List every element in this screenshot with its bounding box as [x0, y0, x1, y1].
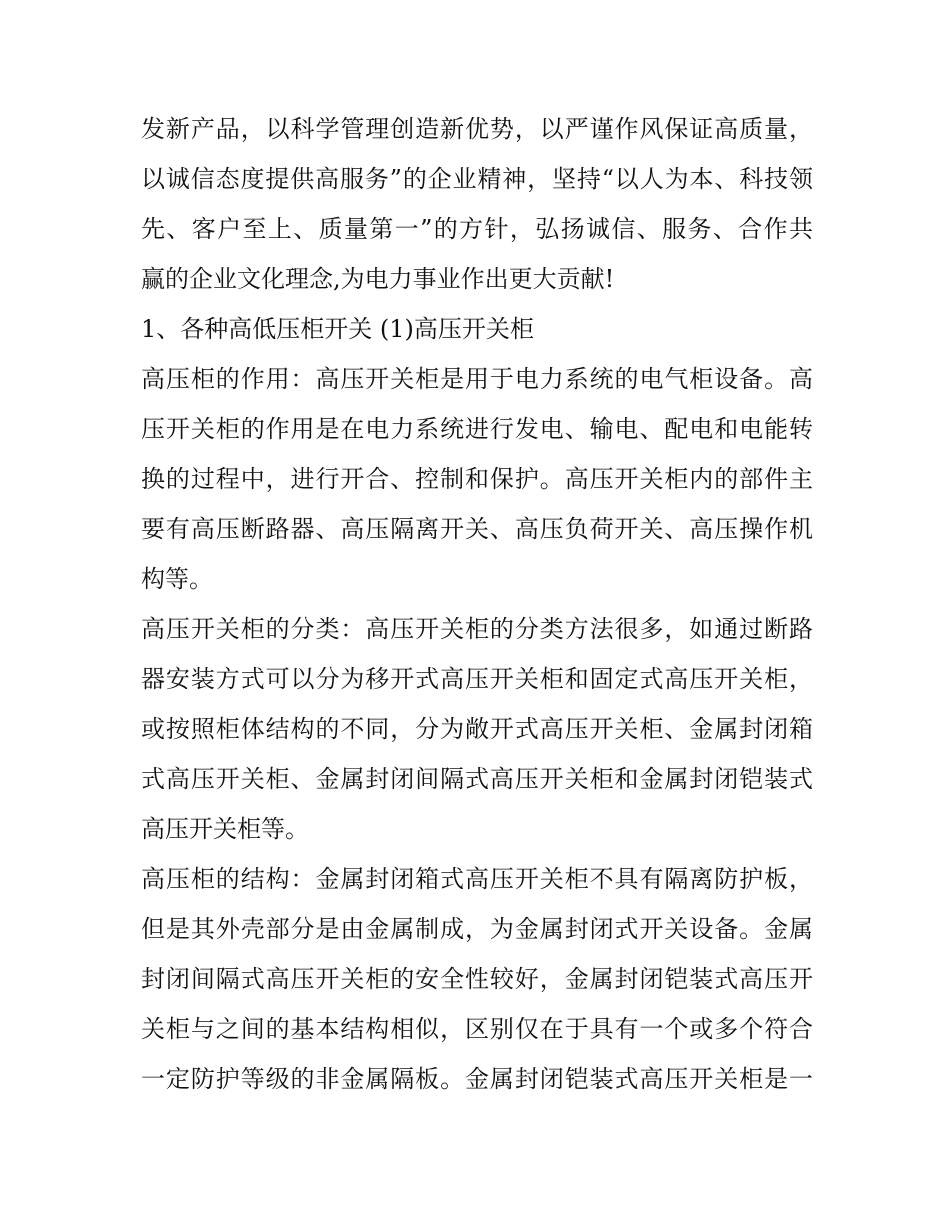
text-line: 换的过程中，进行开合、控制和保护。高压开关柜内的部件主 [141, 465, 813, 493]
text-line: 构等。 [141, 565, 213, 593]
text-line: 或按照柜体结构的不同，分为敞开式高压开关柜、金属封闭箱 [141, 715, 813, 743]
text-line: 以诚信态度提供高服务”的企业精神，坚持“以人为本、科技领 [141, 165, 813, 193]
text-line: 发新产品，以科学管理创造新优势，以严谨作风保证高质量， [141, 115, 813, 143]
text-line: 封闭间隔式高压开关柜的安全性较好，金属封闭铠装式高压开 [141, 965, 813, 993]
text-line: 高压柜的作用：高压开关柜是用于电力系统的电气柜设备。高 [141, 365, 813, 393]
text-line: 高压开关柜的分类：高压开关柜的分类方法很多，如通过断路 [141, 615, 813, 643]
text-line: 高压柜的结构：金属封闭箱式高压开关柜不具有隔离防护板， [141, 865, 813, 893]
text-line: 但是其外壳部分是由金属制成，为金属封闭式开关设备。金属 [141, 915, 813, 943]
text-line: 一定防护等级的非金属隔板。金属封闭铠装式高压开关柜是一 [141, 1065, 813, 1093]
text-line: 高压开关柜等。 [141, 815, 309, 843]
text-line: 先、客户至上、质量第一”的方针，弘扬诚信、服务、合作共 [141, 215, 813, 243]
text-line: 赢的企业文化理念,为电力事业作出更大贡献! [141, 265, 615, 293]
document-body [141, 104, 813, 1104]
text-line: 压开关柜的作用是在电力系统进行发电、输电、配电和电能转 [141, 415, 813, 443]
text-line: 器安装方式可以分为移开式高压开关柜和固定式高压开关柜， [141, 665, 813, 693]
text-line: 式高压开关柜、金属封闭间隔式高压开关柜和金属封闭铠装式 [141, 765, 813, 793]
text-line: 要有高压断路器、高压隔离开关、高压负荷开关、高压操作机 [141, 515, 813, 543]
text-line: 关柜与之间的基本结构相似，区别仅在于具有一个或多个符合 [141, 1015, 813, 1043]
section-heading: 1、各种高低压柜开关 (1)高压开关柜 [141, 315, 534, 343]
